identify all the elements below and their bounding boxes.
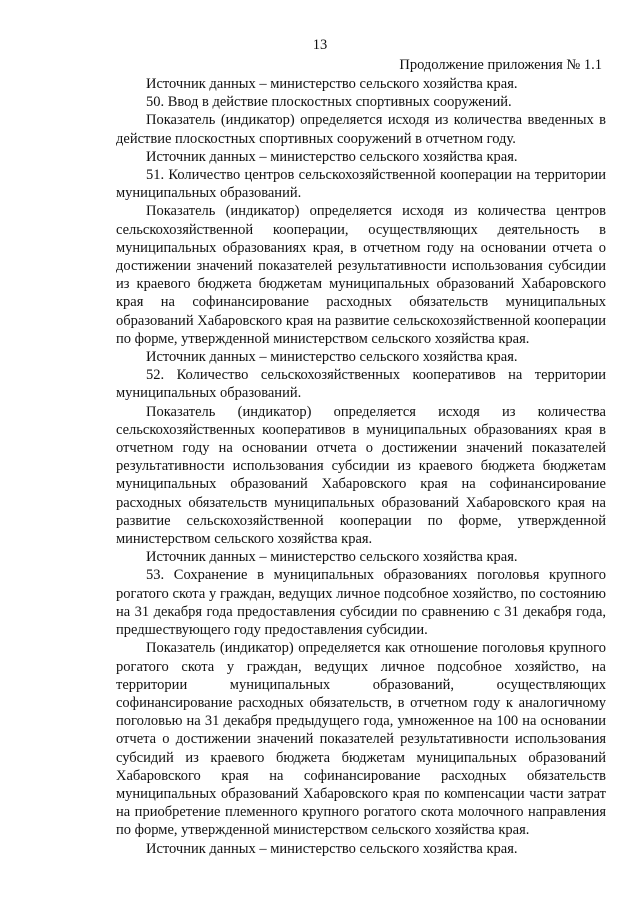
paragraph-item-53-title: 53. Сохранение в муниципальных образованиях поголовья крупного рогатого скота у граждан, ведущих личное подсобное хозяйство, по состоянию на 31 декабря года предоставления субсидии по сравнению с 31 декабря года, предшествующего году предоставления субсидии. <box>116 567 606 639</box>
paragraph-item-51-title: 51. Количество центров сельскохозяйственной кооперации на территории муниципальных образований. <box>116 167 606 202</box>
paragraph-data-source: Источник данных – министерство сельского хозяйства края. <box>146 148 518 165</box>
page-number: 13 <box>312 37 328 53</box>
paragraph-data-source: Источник данных – министерство сельского хозяйства края. <box>146 840 518 857</box>
document-body <box>116 75 606 858</box>
paragraph-item-50-indicator: Показатель (индикатор) определяется исходя из количества введенных в действие плоскостных спортивных сооружений в отчетном году. <box>116 112 606 147</box>
appendix-continuation-note: Продолжение приложения № 1.1 <box>399 57 602 73</box>
paragraph-item-52-title: 52. Количество сельскохозяйственных кооперативов на территории муниципальных образований. <box>116 367 606 402</box>
paragraph-item-51-indicator: Показатель (индикатор) определяется исходя из количества центров сельскохозяйственной кооперации, осуществляющих деятельность в муниципальных образованиях края, в отчетном году на основании отчета о достижении значений показателей результативности использования субсидии из краевого бюджета бюджетам муниципальных образований Хабаровского края на софинансирование расходных обязательств муниципальных образований Хабаровского края на развитие сельскохозяйственной кооперации по форме, утвержденной министерством сельского хозяйства края. <box>116 203 606 347</box>
paragraph-data-source: Источник данных – министерство сельского хозяйства края. <box>146 76 518 92</box>
paragraph-item-53-indicator: Показатель (индикатор) определяется как отношение поголовья крупного рогатого скота у граждан, ведущих личное подсобное хозяйство, на территории муниципальных образований, осуществляющих софинансирование расходных обязательств, в отчетном году к аналогичному поголовью на 31 декабря предыдущего года, умноженное на 100 на основании отчета о достижении значений показателей результативности использования субсидий из краевого бюджета бюджетам муниципальных образований Хабаровского края на софинансирование расходных обязательств муниципальных образований Хабаровского края по компенсации части затрат на приобретение племенного крупного рогатого скота молочного направления по форме, утвержденной министерством сельского хозяйства края. <box>116 640 606 839</box>
paragraph-data-source: Источник данных – министерство сельского хозяйства края. <box>146 549 518 566</box>
paragraph-item-50-title: 50. Ввод в действие плоскостных спортивных сооружений. <box>146 94 512 111</box>
paragraph-item-52-indicator: Показатель (индикатор) определяется исходя из количества сельскохозяйственных кооперативов в муниципальных образованиях края в отчетном году на основании отчета о достижении значений показателей результативности использования субсидии из краевого бюджета бюджетам муниципальных образований Хабаровского края на софинансирование расходных обязательств муниципальных образований Хабаровского края на развитие сельскохозяйственной кооперации по форме, утвержденной министерством сельского хозяйства края. <box>116 403 606 548</box>
paragraph-data-source: Источник данных – министерство сельского хозяйства края. <box>146 349 518 366</box>
